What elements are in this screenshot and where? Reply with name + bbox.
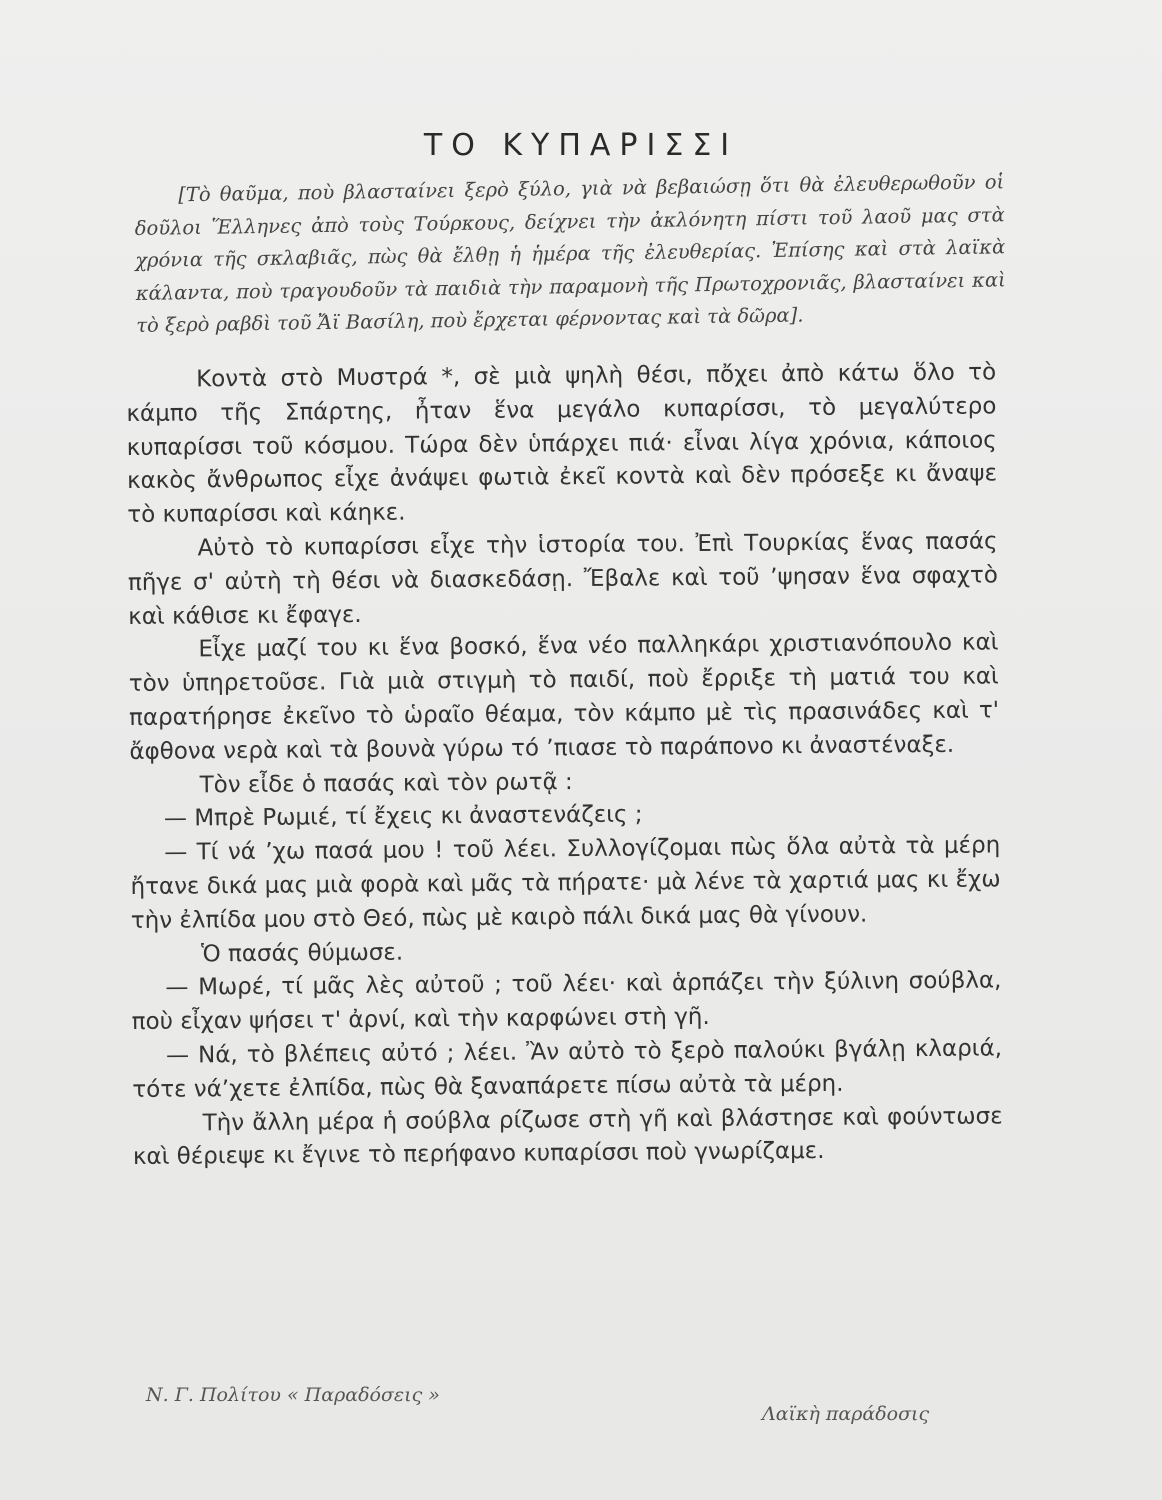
story-text bbox=[126, 356, 1003, 1175]
intro-paragraph: [Τὸ θαῦμα, ποὺ βλασταίνει ξερὸ ξύλο, γιὰ νὰ βεβαιώσῃ ὅτι θὰ ἐλευθερωθοῦν οἱ δοῦλοι Ἕλληνες ἀπὸ τοὺς Τούρκους, δείχνει τὴν ἀκλόνητη πίστι τοῦ λαοῦ μας στὰ χρόνια τῆς σκλαβιᾶς, πὼς θὰ ἔλθῃ ἡ ἡμέρα τῆς ἐλευθερίας. Ἐπίσης καὶ στὰ λαϊκὰ κάλαντα, ποὺ τραγουδοῦν τὰ παιδιὰ τὴν παραμονὴ τῆς Πρωτοχρονιᾶς, βλασταίνει καὶ τὸ ξερὸ ραβδὶ τοῦ Ἄϊ Βασίλη, ποὺ ἔρχεται φέρνοντας καὶ τὰ δῶρα]. bbox=[134, 170, 1006, 337]
dialogue-line-2: — Τί νά ’χω πασά μου ! τοῦ λέει. Συλλογίζομαι πὼς ὅλα αὐτὰ τὰ μέρη ἤτανε δικά μας μιὰ φορὰ καὶ μᾶς τὰ πήρατε· μὰ λένε τὰ χαρτιά μας κι ἔχω τὴν ἐλπίδα μου στὸ Θεό, πὼς μὲ καιρὸ πάλι δικά μας θὰ γίνουν. bbox=[130, 832, 1001, 934]
dialogue-line-4: — Νά, τὸ βλέπεις αὐτό ; λέει. Ἂν αὐτὸ τὸ ξερὸ παλούκι βγάλῃ κλαριά, τότε νά’χετε ἐλπίδα, πὼς θὰ ξαναπάρετε πίσω αὐτὰ τὰ μέρη. bbox=[132, 1035, 1003, 1103]
story-paragraph-3: Εἶχε μαζί του κι ἕνα βοσκό, ἕνα νέο παλληκάρι χριστιανόπουλο καὶ τὸν ὑπηρετοῦσε. Γιὰ μιὰ στιγμὴ τὸ παιδί, ποὺ ἔρριξε τὴ ματιά του καὶ παρατήρησε ἐκεῖνο τὸ ὡραῖο θέαμα, τὸν κάμπο μὲ τὶς πρασινάδες καὶ τ' ἄφθονα νερὰ καὶ τὰ βουνὰ γύρω τό ’πιασε τὸ παράπονο κι ἀναστέναξε. bbox=[128, 629, 1000, 765]
story-paragraph-1: Κοντὰ στὸ Μυστρά *, σὲ μιὰ ψηλὴ θέσι, πὄχει ἀπὸ κάτω ὅλο τὸ κάμπο τῆς Σπάρτης, ἦταν ἕνα μεγάλο κυπαρίσσι, τὸ μεγαλύτερο κυπαρίσσι τοῦ κόσμου. Τώρα δὲν ὑπάρχει πιά· εἶναι λίγα χρόνια, κάποιος κακὸς ἄνθρωπος εἶχε ἀνάψει φωτιὰ ἐκεῖ κοντὰ καὶ δὲν πρόσεξε κι ἄναψε τὸ κυπαρίσσι καὶ κάηκε. bbox=[126, 359, 998, 529]
source-citation: Ν. Γ. Πολίτου « Παραδόσεις » bbox=[146, 1384, 440, 1406]
story-paragraph-4: Τὸν εἶδε ὁ πασάς καὶ τὸν ρωτᾷ : bbox=[199, 768, 573, 798]
story-paragraph-5: Ὁ πασάς θύμωσε. bbox=[201, 939, 404, 967]
page-title: ΤΟ ΚΥΠΑΡΙΣΣΙ bbox=[423, 128, 739, 163]
story-paragraph-6: Τὴν ἄλλη μέρα ἡ σούβλα ρίζωσε στὴ γῆ καὶ βλάστησε καὶ φούντωσε καὶ θέριεψε κι ἔγινε τὸ περήφανο κυπαρίσσι ποὺ γνωρίζαμε. bbox=[132, 1102, 1003, 1171]
genre-label: Λαϊκὴ παράδοσις bbox=[762, 1403, 930, 1425]
dialogue-line-3: — Μωρέ, τί μᾶς λὲς αὐτοῦ ; τοῦ λέει· καὶ ἁρπάζει τὴν ξύλινη σούβλα, ποὺ εἶχαν ψήσει τ' ἀρνί, καὶ τὴν καρφώνει στὴ γῆ. bbox=[131, 967, 1002, 1036]
intro-note bbox=[134, 166, 1006, 342]
dialogue-line-1: — Μπρὲ Ρωμιέ, τί ἔχεις κι ἀναστενάζεις ; bbox=[163, 801, 643, 833]
story-paragraph-2: Αὐτὸ τὸ κυπαρίσσι εἶχε τὴν ἱστορία του. Ἐπὶ Τουρκίας ἕνας πασάς πῆγε σ' αὐτὴ τὴ θέσι νὰ διασκεδάσῃ. Ἔβαλε καὶ τοῦ ’ψησαν ἕνα σφαχτὸ καὶ κάθισε κι ἔφαγε. bbox=[127, 528, 998, 630]
